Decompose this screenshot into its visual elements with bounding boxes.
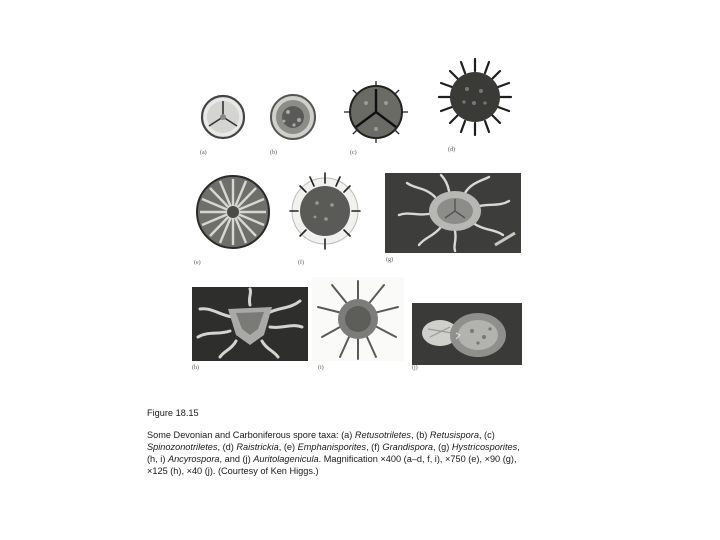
figure-title: Figure 18.15 bbox=[147, 408, 199, 418]
panel-a-image bbox=[200, 93, 246, 141]
panel-d-label: (d) bbox=[448, 147, 455, 153]
panel-d-image bbox=[436, 55, 514, 139]
panel-c-label: (c) bbox=[350, 150, 357, 156]
panel-a-label: (a) bbox=[200, 150, 207, 156]
figure-caption bbox=[147, 407, 567, 477]
panel-i-image bbox=[312, 277, 404, 361]
panel-f-label: (f) bbox=[298, 260, 304, 266]
panel-e-label: (e) bbox=[194, 260, 201, 266]
caption-line-1: Some Devonian and Carboniferous spore taxa: (a) Retusotriletes, (b) Retusispora, (c) bbox=[147, 430, 495, 440]
caption-line-4: ×125 (h), ×40 (j). (Courtesy of Ken Higgs.) bbox=[147, 466, 319, 476]
spore-figure-plate bbox=[180, 55, 540, 375]
panel-b-label: (b) bbox=[270, 150, 277, 156]
panel-e-image bbox=[194, 173, 272, 251]
panel-j-image bbox=[412, 303, 522, 365]
caption-line-3: (h, i) Ancyrospora, and (j) Auritolagenicula. Magnification ×400 (a–d, f, i), ×750 (e), ×90 (g), bbox=[147, 454, 517, 464]
panel-f-image bbox=[288, 167, 362, 251]
panel-i-label: (i) bbox=[318, 365, 324, 371]
panel-j-label: (j) bbox=[412, 365, 418, 371]
panel-g-image bbox=[385, 173, 521, 253]
caption-line-2: Spinozonotriletes, (d) Raistrickia, (e) Emphanisporites, (f) Grandispora, (g) Hystricosporites, bbox=[147, 442, 520, 452]
panel-c-image bbox=[342, 79, 410, 145]
panel-b-image bbox=[268, 93, 318, 141]
panel-g-label: (g) bbox=[386, 257, 393, 263]
panel-h-label: (h) bbox=[192, 365, 199, 371]
panel-h-image bbox=[192, 287, 308, 361]
